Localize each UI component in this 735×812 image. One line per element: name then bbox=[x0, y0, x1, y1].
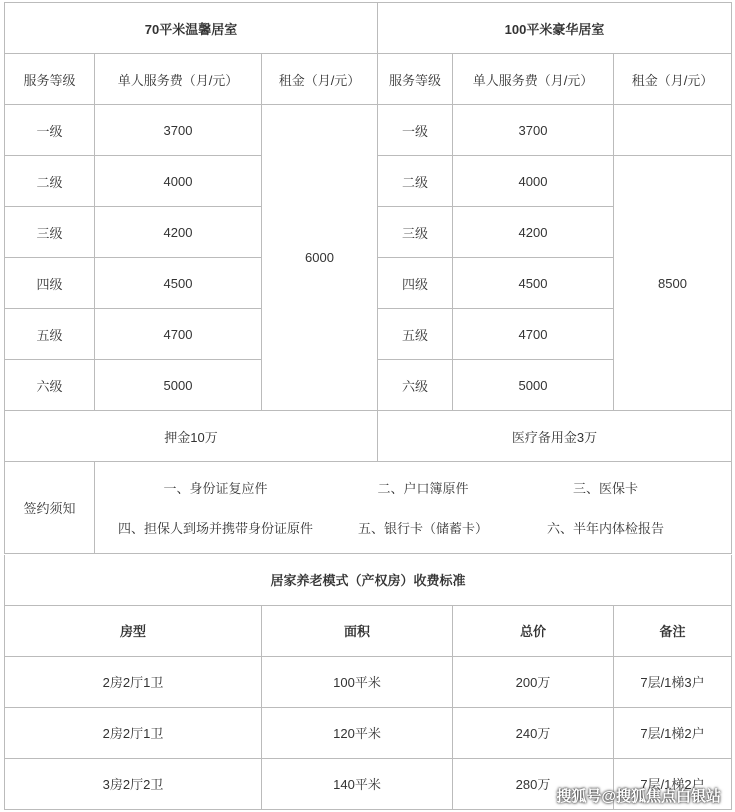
fee100-cell: 5000 bbox=[453, 360, 614, 411]
rent-100-cell: 8500 bbox=[614, 156, 732, 411]
remark-cell: 7层/1梯3户 bbox=[614, 656, 732, 707]
fee70-cell: 5000 bbox=[95, 360, 262, 411]
col-rent-100: 租金（月/元） bbox=[614, 54, 732, 105]
col-area: 面积 bbox=[262, 605, 453, 656]
level-cell: 六级 bbox=[378, 360, 453, 411]
col-level-70: 服务等级 bbox=[5, 54, 95, 105]
table2-title: 居家养老模式（产权房）收费标准 bbox=[5, 555, 732, 605]
room-type-cell: 3房2厅2卫 bbox=[5, 758, 262, 809]
fee70-cell: 3700 bbox=[95, 105, 262, 156]
col-level-100: 服务等级 bbox=[378, 54, 453, 105]
fee100-cell: 4500 bbox=[453, 258, 614, 309]
fee70-cell: 4700 bbox=[95, 309, 262, 360]
notice-item: 四、担保人到场并携带身份证原件 bbox=[117, 521, 313, 536]
fee100-cell: 4700 bbox=[453, 309, 614, 360]
fee100-cell: 4200 bbox=[453, 207, 614, 258]
col-total-price: 总价 bbox=[453, 605, 614, 656]
fee70-cell: 4000 bbox=[95, 156, 262, 207]
col-fee-70: 单人服务费（月/元） bbox=[95, 54, 262, 105]
room-type-cell: 2房2厅1卫 bbox=[5, 656, 262, 707]
level-cell: 一级 bbox=[5, 105, 95, 156]
area-cell: 140平米 bbox=[262, 758, 453, 809]
header-100-room: 100平米豪华居室 bbox=[378, 3, 732, 54]
deposit-100: 医疗备用金3万 bbox=[378, 411, 732, 462]
notice-label: 签约须知 bbox=[5, 462, 95, 554]
col-fee-100: 单人服务费（月/元） bbox=[453, 54, 614, 105]
fee100-cell: 3700 bbox=[453, 105, 614, 156]
service-fee-table bbox=[4, 2, 732, 554]
fee70-cell: 4500 bbox=[95, 258, 262, 309]
level-cell: 一级 bbox=[378, 105, 453, 156]
rent-70-cell: 6000 bbox=[262, 105, 378, 411]
notice-item: 三、医保卡 bbox=[572, 481, 638, 496]
level-cell: 二级 bbox=[5, 156, 95, 207]
notice-item: 二、户口簿原件 bbox=[377, 481, 469, 496]
level-cell: 二级 bbox=[378, 156, 453, 207]
level-cell: 五级 bbox=[5, 309, 95, 360]
fee70-cell: 4200 bbox=[95, 207, 262, 258]
col-remark: 备注 bbox=[614, 605, 732, 656]
remark-cell: 7层/1梯2户 bbox=[614, 758, 732, 809]
notice-cell bbox=[95, 462, 732, 554]
empty-cell bbox=[614, 105, 732, 156]
level-cell: 五级 bbox=[378, 309, 453, 360]
notice-item: 一、身份证复应件 bbox=[163, 481, 268, 496]
watermark: 搜狐号@搜狐焦点白银站 bbox=[556, 788, 721, 805]
table-row bbox=[5, 656, 732, 707]
table-row bbox=[5, 707, 732, 758]
price-cell: 240万 bbox=[453, 707, 614, 758]
level-cell: 三级 bbox=[378, 207, 453, 258]
level-cell: 六级 bbox=[5, 360, 95, 411]
deposit-70: 押金10万 bbox=[5, 411, 378, 462]
level-cell: 三级 bbox=[5, 207, 95, 258]
remark-cell: 7层/1梯2户 bbox=[614, 707, 732, 758]
area-cell: 120平米 bbox=[262, 707, 453, 758]
level-cell: 四级 bbox=[378, 258, 453, 309]
col-rent-70: 租金（月/元） bbox=[262, 54, 378, 105]
price-cell: 280万 bbox=[453, 758, 614, 809]
col-room-type: 房型 bbox=[5, 605, 262, 656]
notice-item: 六、半年内体检报告 bbox=[546, 521, 664, 536]
table-row bbox=[5, 105, 732, 156]
price-cell: 200万 bbox=[453, 656, 614, 707]
header-70-room: 70平米温馨居室 bbox=[5, 3, 378, 54]
notice-item: 五、银行卡（储蓄卡） bbox=[357, 521, 488, 536]
level-cell: 四级 bbox=[5, 258, 95, 309]
room-type-cell: 2房2厅1卫 bbox=[5, 707, 262, 758]
property-price-table bbox=[4, 555, 732, 810]
fee100-cell: 4000 bbox=[453, 156, 614, 207]
area-cell: 100平米 bbox=[262, 656, 453, 707]
